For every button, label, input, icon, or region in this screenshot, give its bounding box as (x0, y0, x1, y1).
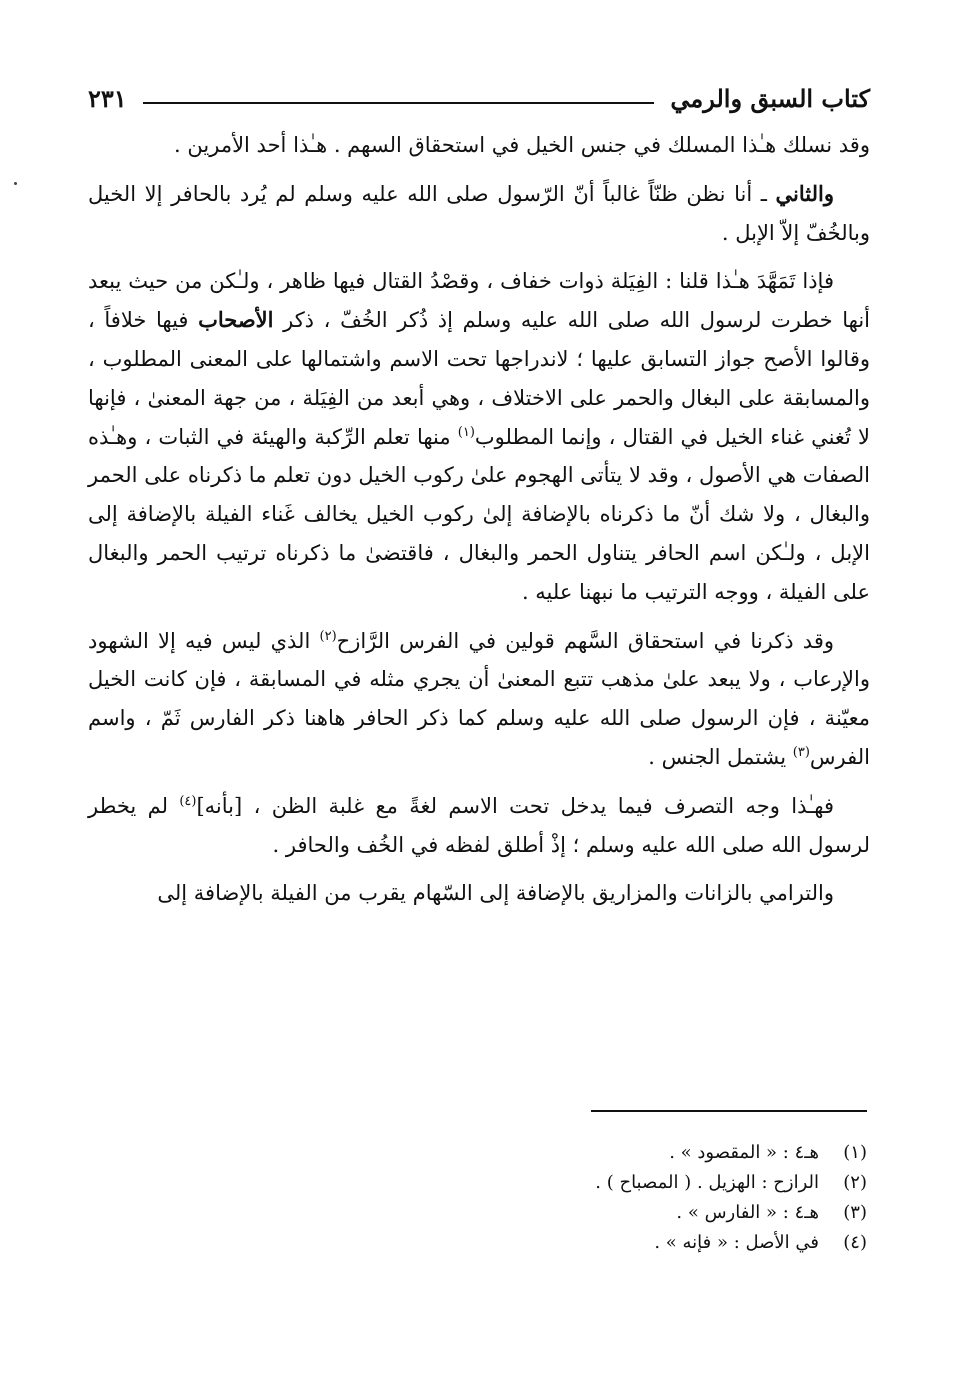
paragraph-2-text: ـ أنا نظن ظنّاً غالباً أنّ الرّسول صلى الله عليه وسلم لم يُرد بالحافر إلا الخيل وبالخُفّ إلاّ الإبل . (88, 181, 870, 245)
paragraph-6-text: والترامي بالزانات والمزاريق بالإضافة إلى السّهام يقرب من الفيلة بالإضافة إلى (157, 881, 834, 906)
footnote-ref-2: (٢) (319, 628, 337, 644)
paragraph-4-text-a: وقد ذكرنا في استحقاق السَّهم قولين في الفرس الرَّازح (336, 628, 834, 653)
paragraph-4 (88, 622, 870, 777)
paragraph-1 (88, 126, 870, 165)
paragraph-3-text-a: فإذا تَمَهَّدَ هـٰذا قلنا : الفِيَلة ذوات خفاف ، وقصْدُ القتال فيها ظاهر ، ولـٰكن من حيث يبعد أنها خطرت لرسول الله صلى الله عليه وسلم إذ ذُكر الخُفّ ، ذكر (88, 269, 870, 333)
paragraph-6 (88, 874, 870, 913)
paragraph-2 (88, 175, 870, 253)
header-rule (143, 102, 655, 104)
paragraph-5 (88, 787, 870, 865)
footnote-ref-1: (١) (457, 424, 475, 440)
paragraph-3-text-b: فيها خلافاً ، وقالوا الأصح جواز التسابق عليها ؛ لاندراجها تحت الاسم واشتمالها على المعنى المطلوب ، والمسابقة على البغال والحمر على الاختلاف ، وهي أبعد من الفِيَلة ، من جهة المعنىٰ ، فإنها لا تُغني غناء الخيل في القتال ، وإنما المطلوب (88, 308, 870, 449)
page-number: ٢٣١ (88, 83, 127, 113)
footnote-3 (85, 1198, 867, 1228)
footnote-2-text: الرازح : الهزيل . ( المصباح ) . (595, 1172, 819, 1193)
footnote-2 (85, 1168, 867, 1198)
running-head (88, 78, 870, 118)
paragraph-3-bold: الأصحاب (198, 307, 274, 333)
footnote-rule (591, 1110, 867, 1112)
footnote-4-number: (٤) (843, 1232, 867, 1253)
paragraph-2-lead: والثاني (775, 180, 834, 206)
paragraph-5-text-a: فهـٰذا وجه التصرف فيما يدخل تحت الاسم لغةً مع غلبة الظن ، [بأنه] (196, 793, 834, 818)
paragraph-3-text-c: منها تعلم الرِّكبة والهيئة في الثبات ، وهـٰذه الصفات هي الأصول ، وقد لا يتأتى الهجوم علىٰ ركوب الخيل دون تعلم ما ذكرناه على الحمر والبغال ، ولا شك أنّ ما ذكرناه بالإضافة إلىٰ ركوب الخيل يخالف غَناء الفيلة بالإضافة إلى الإبل ، ولـٰكن اسم الحافر يتناول الحمر والبغال ، فاقتضىٰ ما ذكرناه ترتيب الحمر والبغال على الفيلة ، ووجه الترتيب ما نبهنا عليه . (88, 424, 870, 604)
footnote-3-number: (٣) (843, 1202, 867, 1223)
footnote-2-number: (٢) (843, 1172, 867, 1193)
paragraph-5-text-b: لم يخطر لرسول الله صلى الله عليه وسلم ؛ إذْ أطلق لفظه في الخُف والحافر . (88, 793, 870, 857)
footnote-4-text: في الأصل : « فإنه » . (654, 1232, 819, 1253)
footnote-ref-4: (٤) (179, 793, 197, 809)
paragraph-3 (88, 262, 870, 611)
scan-speck (14, 182, 17, 185)
footnote-ref-3: (٣) (792, 744, 810, 760)
footnotes (85, 1138, 867, 1258)
body-text (88, 126, 870, 913)
footnote-3-text: هـ٤ : « الفارس » . (676, 1202, 819, 1223)
footnote-1 (85, 1138, 867, 1168)
paragraph-4-text-b: الذي ليس فيه إلا الشهود والإرعاب ، ولا يبعد علىٰ مذهب تتبع المعنىٰ أن يجري مثله في المسابقة ، فإن كانت الخيل معيّنة ، فإن الرسول صلى الله عليه وسلم كما ذكر الحافر هاهنا ذكر الفارس ثَمّ ، واسم الفرس (88, 628, 870, 769)
paragraph-1-text: وقد نسلك هـٰذا المسلك في جنس الخيل في استحقاق السهم . هـٰذا أحد الأمرين . (174, 133, 870, 157)
footnote-1-number: (١) (843, 1142, 867, 1163)
paragraph-4-text-c: يشتمل الجنس . (648, 744, 793, 769)
footnote-1-text: هـ٤ : « المقصود » . (669, 1142, 819, 1163)
footnote-4 (85, 1228, 867, 1258)
book-title: كتاب السبق والرمي (670, 83, 870, 113)
